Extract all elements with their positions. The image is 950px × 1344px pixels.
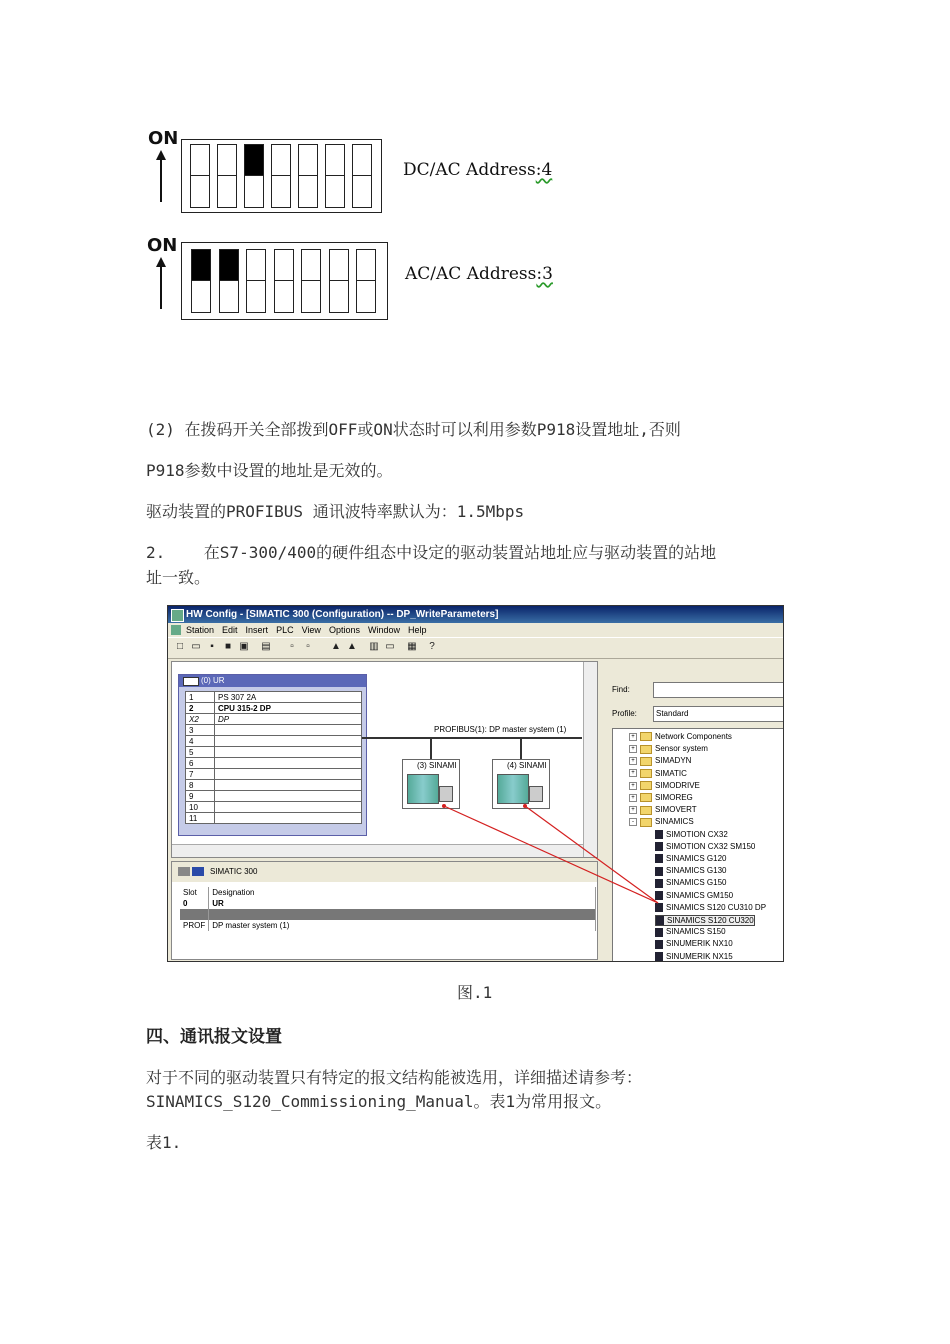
expand-icon[interactable]: + bbox=[629, 769, 637, 777]
upload-icon[interactable]: ▲ bbox=[347, 641, 357, 652]
menu-window[interactable]: Window bbox=[367, 625, 400, 635]
hardware-catalog: Find: Profile: Standard + Network Components + Sensor system + SIMADYN + SIMATIC + SIMODRIVE + SIMOREG + SIMOVERT - SINAMICS SIMOTION CX32 SIMOTION CX32 SM150 SINAMICS G120 SINAMICS G130 SINAMICS G150 SINAMICS GM150 SINAMICS S120 CU310 DP SINAMICS S120 CU320 SINAMICS S150 SINUMERIK NX10 SINUMERIK NX15 bbox=[609, 668, 784, 958]
rack-slot-row[interactable]: 11 bbox=[186, 813, 362, 824]
dc-ac-address: DC/AC Address:4 bbox=[403, 160, 553, 180]
rack-slot-row[interactable]: 10 bbox=[186, 802, 362, 813]
expand-icon[interactable]: + bbox=[629, 806, 637, 814]
catalog-item[interactable]: + SIMADYN bbox=[629, 756, 691, 765]
catalog-item[interactable]: SINAMICS S120 CU320 bbox=[655, 915, 755, 926]
dip-switch-5 bbox=[298, 144, 318, 208]
catalog-item[interactable]: SIMOTION CX32 SM150 bbox=[655, 842, 755, 851]
paragraph-telegram-line2: SINAMICS_S120_Commissioning_Manual。表1为常用报文。 bbox=[146, 1092, 612, 1111]
catalog-item[interactable]: SINAMICS G130 bbox=[655, 866, 726, 875]
dip-switch-1 bbox=[190, 144, 210, 208]
pointer-line-1 bbox=[444, 806, 658, 903]
ac-ac-address: AC/AC Address:3 bbox=[405, 264, 553, 284]
dip-switch-6 bbox=[329, 249, 349, 313]
on-label: ON bbox=[147, 235, 178, 256]
window-titlebar: HW Config - [SIMATIC 300 (Configuration) -- DP_WriteParameters] bbox=[168, 606, 783, 623]
catalog-item[interactable]: SINUMERIK NX15 bbox=[655, 952, 733, 961]
dip-switch-5 bbox=[301, 249, 321, 313]
dip-switch-1 bbox=[191, 249, 211, 313]
save-icon[interactable]: ■ bbox=[224, 641, 232, 652]
module-table: Slot Designation 0 UR PROF DP master system (1) bbox=[180, 887, 596, 931]
pointer-lines bbox=[168, 606, 783, 961]
section-heading: 四、通讯报文设置 bbox=[146, 1027, 282, 1047]
dip-switch-2 bbox=[217, 144, 237, 208]
paragraph-telegram-line1: 对于不同的驱动装置只有特定的报文结构能被选用，详细描述请参考： bbox=[146, 1068, 643, 1087]
rack-slot-row[interactable]: X2 DP bbox=[186, 714, 362, 725]
profibus-label: PROFIBUS(1): DP master system (1) bbox=[434, 725, 567, 734]
copy-icon[interactable]: ▫ bbox=[290, 641, 294, 652]
dip-switch-4 bbox=[274, 249, 294, 313]
rack-slot-row[interactable]: 6 bbox=[186, 758, 362, 769]
catalog-item[interactable]: SIMOTION CX32 bbox=[655, 830, 728, 839]
paragraph-station-address-line2: 址一致。 bbox=[146, 568, 211, 587]
expand-icon[interactable]: + bbox=[629, 733, 637, 741]
profile-select[interactable]: Standard bbox=[653, 706, 784, 722]
module-list-panel: SIMATIC 300 Slot Designation 0 UR PROF DP master system (1) bbox=[171, 861, 598, 960]
catalog-item[interactable]: SINUMERIK NX10 bbox=[655, 939, 733, 948]
dip-switch-2 bbox=[219, 249, 239, 313]
menu-help[interactable]: Help bbox=[407, 625, 427, 635]
rack-slot-row[interactable]: 5 bbox=[186, 747, 362, 758]
catalog-item[interactable]: SINAMICS G120 bbox=[655, 854, 726, 863]
rack[interactable]: (0) UR 1 PS 307 2A 2 CPU 315-2 DP X2 DP 3 4 5 6 7 8 9 10 11 bbox=[178, 674, 367, 836]
rack-slot-row[interactable]: 7 bbox=[186, 769, 362, 780]
dip-switch-3 bbox=[244, 144, 264, 208]
dip-switch-box bbox=[181, 242, 388, 320]
rack-slot-row[interactable]: 1 PS 307 2A bbox=[186, 692, 362, 703]
new-icon[interactable]: □ bbox=[176, 641, 184, 652]
sinamics-node-4[interactable]: (4) SINAMI bbox=[492, 759, 550, 809]
expand-icon[interactable]: + bbox=[629, 794, 637, 802]
table-label: 表1. bbox=[146, 1133, 182, 1152]
catalog-item[interactable]: - SINAMICS bbox=[629, 817, 694, 826]
catalog-item[interactable]: + SIMATIC bbox=[629, 769, 687, 778]
collapse-icon[interactable]: - bbox=[629, 818, 637, 826]
menu-plc[interactable]: PLC bbox=[276, 625, 294, 635]
menu-station[interactable]: Station bbox=[186, 625, 215, 635]
dip-switch-box bbox=[181, 139, 382, 213]
dip-switch-3 bbox=[246, 249, 266, 313]
print-icon[interactable]: ▤ bbox=[261, 641, 271, 652]
dip-switch-6 bbox=[325, 144, 345, 208]
dip-switch-7 bbox=[352, 144, 372, 208]
catalog-item[interactable]: SINAMICS S150 bbox=[655, 927, 726, 936]
dip-switch-4 bbox=[271, 144, 291, 208]
catalog-item[interactable]: SINAMICS G150 bbox=[655, 878, 726, 887]
figure-caption: 图.1 bbox=[457, 983, 493, 1002]
paragraph-p918-line1: (2) 在拨码开关全部拨到OFF或ON状态时可以利用参数P918设置地址,否则 bbox=[146, 420, 681, 439]
menu-edit[interactable]: Edit bbox=[222, 625, 238, 635]
on-label: ON bbox=[148, 128, 179, 149]
load-icon[interactable]: ▲ bbox=[331, 641, 341, 652]
paste-icon[interactable]: ▫ bbox=[306, 641, 310, 652]
catalog-item[interactable]: + Network Components bbox=[629, 732, 732, 741]
rack-slot-row[interactable]: 9 bbox=[186, 791, 362, 802]
paragraph-baudrate: 驱动装置的PROFIBUS 通讯波特率默认为：1.5Mbps bbox=[146, 502, 525, 521]
paragraph-station-address-line1: 2. 在S7-300/400的硬件组态中设定的驱动装置站地址应与驱动装置的站地 bbox=[146, 543, 717, 562]
catalog-item[interactable]: + SIMODRIVE bbox=[629, 781, 700, 790]
menu-insert[interactable]: Insert bbox=[245, 625, 269, 635]
menu-view[interactable]: View bbox=[301, 625, 321, 635]
expand-icon[interactable]: + bbox=[629, 745, 637, 753]
expand-icon[interactable]: + bbox=[629, 782, 637, 790]
catalog-item[interactable]: + SIMOVERT bbox=[629, 805, 697, 814]
catalog-item[interactable]: + SIMOREG bbox=[629, 793, 693, 802]
station-icon[interactable]: ▪ bbox=[210, 641, 214, 652]
paragraph-p918-line2: P918参数中设置的地址是无效的。 bbox=[146, 461, 393, 480]
rack-slot-row[interactable]: 2 CPU 315-2 DP bbox=[186, 703, 362, 714]
rack-slot-row[interactable]: 4 bbox=[186, 736, 362, 747]
catalog-item[interactable]: SINAMICS GM150 bbox=[655, 891, 733, 900]
window-icon[interactable]: ▭ bbox=[385, 641, 395, 652]
catalog-item[interactable]: + Sensor system bbox=[629, 744, 708, 753]
dip-switch-7 bbox=[356, 249, 376, 313]
pointer-line-2 bbox=[525, 806, 658, 903]
network-icon[interactable]: ▦ bbox=[407, 641, 417, 652]
download-icon[interactable]: ▣ bbox=[239, 641, 249, 652]
rack-slot-row[interactable]: 3 bbox=[186, 725, 362, 736]
rack-slot-row[interactable]: 8 bbox=[186, 780, 362, 791]
help-icon[interactable]: ? bbox=[429, 641, 435, 652]
sinamics-node-3[interactable]: (3) SINAMI bbox=[402, 759, 460, 809]
open-icon[interactable]: ▭ bbox=[191, 641, 201, 652]
menu-options[interactable]: Options bbox=[328, 625, 360, 635]
expand-icon[interactable]: + bbox=[629, 757, 637, 765]
catalog-icon[interactable]: ▥ bbox=[369, 641, 379, 652]
hw-config-screenshot bbox=[167, 605, 784, 962]
catalog-item[interactable]: SINAMICS S120 CU310 DP bbox=[655, 903, 766, 912]
